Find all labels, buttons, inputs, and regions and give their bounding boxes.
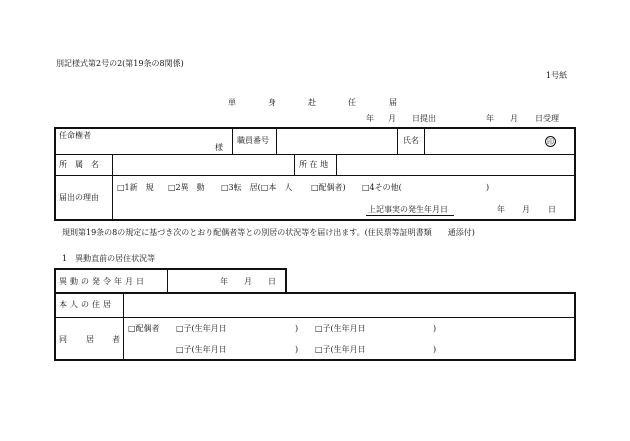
title-char: 身 (268, 98, 276, 107)
staff-number-label: 職員番号 (237, 136, 269, 145)
col-divider (397, 128, 398, 154)
col-divider (294, 155, 295, 175)
submit-day: 日提出 (412, 114, 436, 123)
form-reference: 別記様式第2号の2(第19条の8関係) (56, 59, 184, 68)
receipt-year: 年 (486, 114, 494, 123)
address-label: 本人の住居 (59, 300, 114, 309)
location-label: 所 在 地 (299, 160, 329, 169)
cohab-child-close: ) (295, 345, 299, 354)
title-char: 単 (228, 98, 236, 107)
transfer-day: 日 (268, 277, 276, 286)
cohab-char: 居 (86, 335, 94, 344)
cohab-child-close: ) (433, 345, 437, 354)
department-label: 所 属 名 (59, 160, 99, 169)
cohab-child-checkbox[interactable]: □子(生年月日 (176, 345, 227, 354)
name-label: 氏名 (403, 136, 419, 145)
col-divider (232, 128, 233, 154)
col-divider (167, 269, 168, 293)
cohab-char: 者 (112, 335, 120, 344)
receipt-month: 月 (510, 114, 518, 123)
row-divider (55, 175, 575, 176)
reason-transfer-checkbox[interactable]: □2異 動 (168, 183, 205, 192)
appointer-label: 任命権者 (59, 131, 91, 140)
submit-month: 月 (388, 114, 396, 123)
event-date-label: 上記事実の発生年月日 (368, 205, 448, 214)
reason-other-close: ) (486, 183, 490, 192)
title-char: 届 (389, 98, 397, 107)
title-char: 赴 (308, 98, 316, 107)
staff-number-field[interactable] (277, 128, 396, 154)
section1-heading: 1 異動直前の居住状況等 (62, 254, 156, 263)
title-char: 任 (348, 98, 356, 107)
cohab-child-checkbox[interactable]: □子(生年月日 (315, 324, 366, 333)
reason-label: 届出の理由 (59, 193, 99, 202)
cohab-child-close: ) (295, 324, 299, 333)
reason-new-checkbox[interactable]: □1新 規 (117, 183, 154, 192)
receipt-day: 日受理 (535, 114, 559, 123)
statement-text: 規則第19条の8の規定に基づき次のとおり配偶者等との別居の状況等を届け出ます。(住民票等証明書類 通添付) (62, 228, 475, 237)
name-field[interactable] (425, 128, 543, 154)
row-divider (55, 317, 575, 318)
event-day: 日 (548, 205, 556, 214)
seal-mark: 印 (547, 138, 554, 146)
address-field[interactable] (124, 293, 574, 317)
location-field[interactable] (337, 155, 574, 175)
event-month: 月 (522, 205, 530, 214)
cohab-child-close: ) (433, 324, 437, 333)
reason-move-checkbox[interactable]: □3転 居(□本 人 (221, 183, 293, 192)
reason-spouse-checkbox[interactable]: □配偶者) (311, 183, 346, 192)
transfer-month: 月 (244, 277, 252, 286)
cohab-spouse-checkbox[interactable]: □配偶者 (128, 324, 160, 333)
cohab-child-checkbox[interactable]: □子(生年月日 (315, 345, 366, 354)
transfer-year: 年 (220, 277, 228, 286)
appointer-sama: 様 (215, 143, 223, 152)
cohab-child-checkbox[interactable]: □子(生年月日 (176, 324, 227, 333)
event-date-underline (366, 215, 454, 216)
event-year: 年 (497, 205, 505, 214)
department-field[interactable] (113, 155, 293, 175)
submit-year: 年 (366, 114, 374, 123)
cohab-char: 同 (59, 335, 67, 344)
form-number: 1号紙 (546, 71, 568, 80)
reason-other-checkbox[interactable]: □4その他( (362, 183, 402, 192)
transfer-date-label: 異動の発令年月日 (59, 277, 147, 286)
